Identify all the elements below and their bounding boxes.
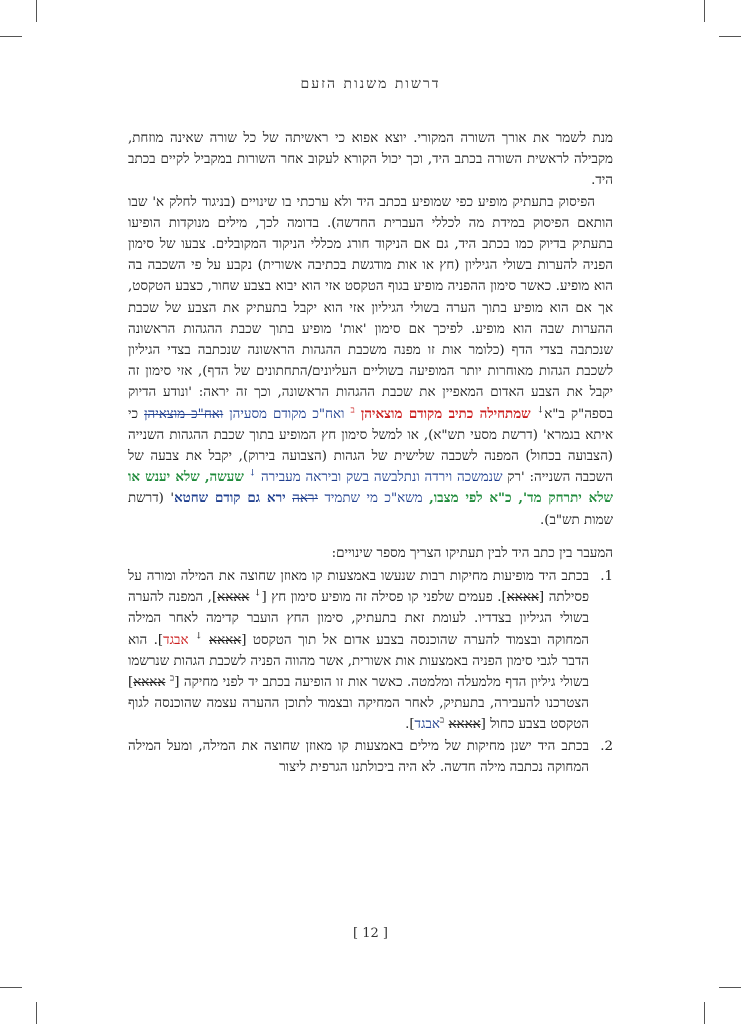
crop-mark-top-left-h [0, 36, 22, 37]
arrow-icon: ↓ [536, 405, 545, 416]
list-intro: המעבר בין כתב היד לבין תעתיקו הצריך מספר שינויים: [331, 545, 613, 561]
changes-list [128, 566, 613, 778]
struck-text: אאאא [506, 590, 539, 606]
note-letter-marker: ב [439, 716, 445, 727]
struck-text: אאאא [133, 675, 166, 691]
struck-text: יראה [292, 491, 318, 507]
blue-layer-text: שנמשכה וירדה ונתלבשה בשק וביראה מעבירה [260, 470, 503, 486]
note-letter-marker: ב [169, 673, 175, 684]
note-letter-marker: ב [350, 405, 355, 416]
blue-layer-text: אבגד [414, 717, 440, 733]
blue-layer-text: ירא גם קודם שחטא [174, 490, 286, 507]
list-number: 2. [600, 738, 613, 754]
struck-text: ואח"כ מוצאיהן [144, 406, 224, 422]
red-layer-text: שמתחילה כתיב מקודם מוצאיהן [360, 405, 531, 422]
arrow-icon: ↓ [195, 631, 203, 642]
page-body [128, 128, 613, 778]
struck-text: אאאא [448, 717, 481, 733]
paragraph-continuation: מנת לשמר את אורך השורה המקורי. יוצא אפוא כי ראשיתה של כל שורה שאינה מוזחת, מקבילה לראשית השורה בכתב היד, וכך יכול הקורא לעקוב אחר השורות במקביל לקיים בכתב היד. [128, 131, 613, 189]
crop-mark-bottom-left-h [0, 987, 22, 988]
running-header: דרשות משנות הזעם [300, 76, 441, 92]
list-number: 1. [600, 569, 613, 585]
crop-mark-top-right-v [704, 0, 705, 22]
struck-text: אאאא [209, 632, 242, 648]
arrow-icon: ↓ [253, 588, 262, 599]
crop-mark-bottom-left-v [36, 1002, 37, 1024]
struck-text: אאאא [217, 590, 250, 606]
blue-layer-text: ואח"כ מקודם מסעיהן [229, 406, 345, 422]
crop-mark-bottom-right-v [704, 1002, 705, 1024]
crop-mark-bottom-right-h [719, 987, 741, 988]
list-item: 1. בכתב היד מופיעות מחיקות רבות שנעשו באמצעות קו מאוזן שחוצה את המילה ומורה על פסילתה [אאאא]. פעמים שלפני קו פסילה זה מופיע סימון חץ [↓ אאאא], המפנה להערה בשולי הגיליון בצדדיו. לעומת זאת בתעתיק, סימון החץ הועבר קדימה לאחר המילה המחוקה ובצמוד להערה שהוכנסה בצבע אדום אל תוך הטקסט [אאאא ↓ אבגד]. הוא הדבר לגבי סימון הפניה באמצעות אות אשורית, אשר מהווה הפניה לשכבת הגהות שנרשמו בשולי גיליון הדף מלמעלה ומלמטה. כאשר אות זו הופיעה בכתב יד לפני מחיקה [$^ב$ אאאא] הצטרכנו להעבירה, בתעתיק, לאחר המחיקה ובצמוד לתוכן ההערה עצמה שהוכנסה לגוף הטקסט בצבע כחול [אאאא $^ב$אבגד]. [128, 566, 613, 736]
list-item: 2. בכתב היד ישנן מחיקות של מילים באמצעות קו מאוזן שחוצה את המילה, ומעל המילה המחוקה נכתבה מילה חדשה. לא היה ביכולתנו הגרפית ליצור [128, 736, 613, 778]
blue-layer-text: משא"כ מי שתמיד [324, 491, 423, 507]
red-layer-text: אבגד [163, 632, 189, 648]
green-layer-text: שעשה, שלא יענש או שלא יתרחק מד', כ"א לפי מצבו, [128, 469, 613, 507]
crop-mark-top-right-h [719, 36, 741, 37]
crop-mark-top-left-v [36, 0, 37, 22]
paragraph-punctuation: הפיסוק בתעתיק מופיע כפי שמופיע בכתב היד ולא ערכתי בו שינויים (בניגוד לחלק א' שבו הותאם הפיסוק במידת מה לכללי העברית החדשה). בדומה לכך, מילים מנוקדות הופיעו בתעתיק בדיוק כמו בכתב היד, גם אם הניקוד חורג מכללי הניקוד המקובלים. צבעו של סימון הפניה להערות בשולי הגיליון (חץ או אות מודגשת בכתיבה אשורית) נקבע על פי השכבה בה הוא מופיע. כאשר סימון ההפניה מופיע בגוף הטקסט אזי הוא יבוא בצבע שחור, כצבע הטקסט, אך אם הוא מופיע בתוך הערה בשולי הגיליון אזי הוא יקבל בתעתיק את הצבע של שכבת ההערות שבה הוא מופיע. לפיכך אם סימון 'אות' מופיע בתוך שכבת ההגהות הראשונה שנכתבה בצדי הדף (כלומר אות זו מפנה משכבת ההגהות הראשונה שנכתבה בצדי הגיליון לשכבת הגהות מאוחרות יותר המופיעה בשוליים העליונים/התחתונים של הדף), אזי סימון זה יקבל את הצבע האדום המאפיין את שכבת ההגהות הראשונה, וכך זה יראה: 'ונודע הדיוק בספה"ק ב"א↓ שמתחילה כתיב מקודם מוצאיהן $^ב$ ואח"כ מקודם מסעיהן ואח"כ מוצאיהן כי איתא בגמרא' (דרשת מסעי תש"א), או למשל סימון חץ המופיע בתוך שכבת ההגהות השנייה (הצבועה בכחול) המפנה לשכבה שלישית של הגהות (הצבועה בירוק), יקבל את צבעה של השכבה השנייה: 'רק שנמשכה וירדה ונתלבשה בשק וביראה מעבירה ↓ שעשה, שלא יענש או שלא יתרחק מד', כ"א לפי מצבו, משא"כ מי שתמיד יראה ירא גם קודם שחטא' (דרשת שמות תש"ב). [128, 194, 613, 528]
arrow-icon: ↓ [248, 468, 257, 479]
page-number: [ 12 ] [353, 926, 388, 941]
